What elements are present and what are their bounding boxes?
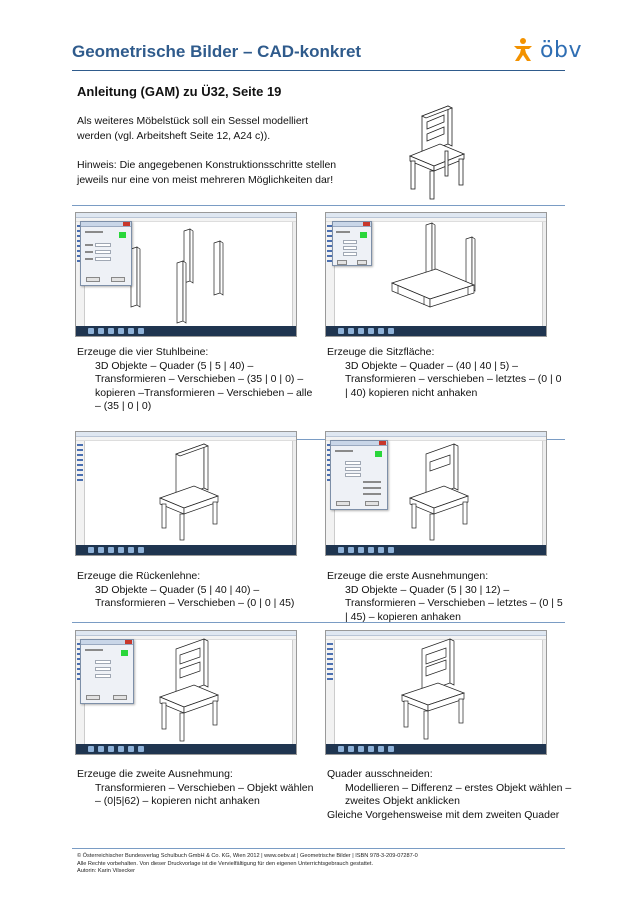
step-heading: Quader ausschneiden: [327, 768, 433, 780]
close-icon[interactable] [123, 222, 130, 226]
obv-star-icon [510, 37, 536, 63]
step-body: 3D Objekte – Quader (5 | 40 | 40) – Transformieren – Verschieben – (0 | 0 | 45) [95, 583, 295, 609]
step-caption [77, 768, 317, 809]
step-heading: Erzeuge die vier Stuhlbeine: [77, 346, 209, 358]
footer-copyright: © Österreichischer Bundesverlag Schulbuch GmbH & Co. KG, Wien 2012 | www.oebv.at | Geometrische Bilder | ISBN 978-3-209-07287-0 [77, 853, 418, 859]
screenshot-finished-chair [325, 630, 547, 755]
step-body: Modellieren – Differenz – erstes Objekt wählen – zweites Objekt anklicken [345, 781, 572, 807]
step-caption [327, 570, 567, 624]
quader-dialog [80, 639, 134, 704]
step-tail: Gleiche Vorgehensweise mit dem zweiten Quader [327, 808, 560, 821]
screenshot-backrest [75, 431, 297, 556]
footer-divider [72, 848, 565, 849]
page-title: Anleitung (GAM) zu Ü32, Seite 19 [77, 84, 282, 99]
page-header [72, 36, 582, 66]
header-title: Geometrische Bilder – CAD-konkret [72, 42, 362, 61]
chair-illustration [400, 96, 480, 201]
section-divider [72, 205, 565, 206]
step-body: Transformieren – Verschieben – Objekt wählen – (0|5|62) – kopieren nicht anhaken [95, 781, 314, 807]
screenshot-legs [75, 212, 297, 337]
step-caption [327, 768, 572, 822]
step-heading: Erzeuge die zweite Ausnehmung: [77, 768, 233, 780]
step-body: 3D Objekte – Quader – (40 | 40 | 5) – Transformieren – verschieben – letztes – (0 | 0 | 40) kopieren nicht anhaken [345, 359, 562, 399]
step-heading: Erzeuge die erste Ausnehmungen: [327, 570, 489, 582]
step-caption [327, 346, 567, 400]
step-heading: Erzeuge die Sitzfläche: [327, 346, 435, 358]
step-body: 3D Objekte – Quader (5 | 30 | 12) – Transformieren – Verschieben – letztes – (0 | 5 | 45) – kopieren anhaken [345, 583, 563, 623]
close-icon[interactable] [379, 441, 386, 445]
quader-dialog [80, 221, 132, 286]
brand-text: öbv [540, 37, 582, 63]
close-icon[interactable] [125, 640, 132, 644]
footer-author: Autorin: Karin Vilsecker [77, 868, 136, 874]
section-divider [72, 622, 565, 623]
page-footer [77, 853, 557, 876]
close-icon[interactable] [363, 222, 370, 226]
quader-dialog [332, 221, 372, 266]
step-caption [77, 346, 317, 414]
screenshot-first-cutout [325, 431, 547, 556]
step-body: 3D Objekte – Quader (5 | 5 | 40) – Transformieren – Verschieben – (35 | 0 | 0) – kopieren –Transformieren – Verschieben – alle – (35 | 0 | 0) [95, 359, 313, 412]
header-divider [72, 70, 565, 71]
step-caption [77, 570, 317, 611]
step-heading: Erzeuge die Rückenlehne: [77, 570, 201, 582]
quader-dialog [330, 440, 388, 510]
screenshot-seat [325, 212, 547, 337]
hint-text: Hinweis: Die angegebenen Konstruktionsschritte stellen jeweils nur eine von meist mehreren Möglichkeiten dar! [77, 159, 337, 186]
footer-rights: Alle Rechte vorbehalten. Von dieser Druckvorlage ist die Vervielfältigung für den eigenen Unterrichtsgebrauch gestattet. [77, 860, 374, 867]
brand-logo [510, 36, 582, 64]
intro-text: Als weiteres Möbelstück soll ein Sessel modelliert werden (vgl. Arbeitsheft Seite 12, A24 c)). [77, 115, 309, 142]
screenshot-second-cutout [75, 630, 297, 755]
